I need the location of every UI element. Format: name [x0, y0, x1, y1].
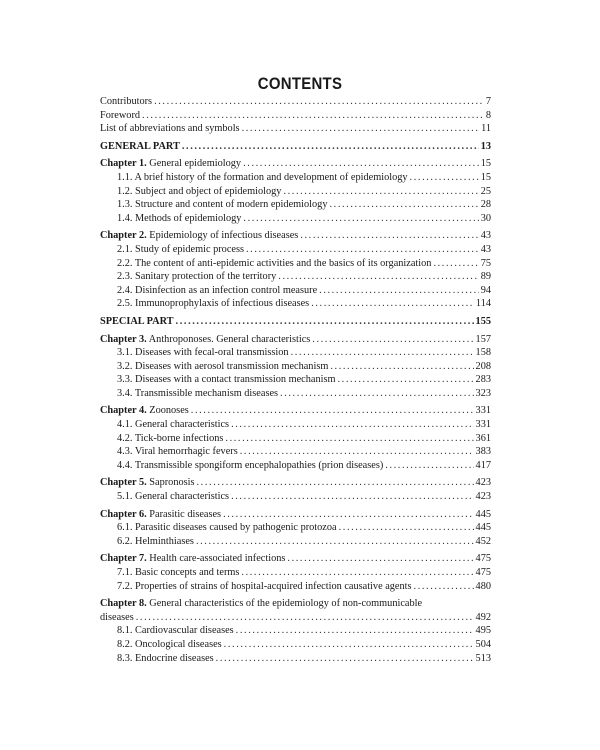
entry-title: GENERAL PART — [100, 140, 180, 152]
entry-title: diseases — [100, 611, 134, 623]
chapter-heading — [100, 333, 491, 347]
dot-leader — [329, 198, 478, 212]
dot-leader — [176, 315, 474, 329]
dot-leader — [224, 638, 474, 652]
dot-leader — [231, 490, 473, 504]
page-number: 89 — [480, 271, 491, 283]
page-number: 25 — [480, 185, 491, 197]
entry-title: 1.3. Structure and content of modern epidemiology — [117, 199, 328, 211]
dot-leader — [287, 552, 473, 566]
toc-group — [100, 597, 491, 665]
dot-leader — [243, 157, 479, 171]
page-number: 158 — [475, 347, 491, 359]
page-number: 417 — [475, 459, 491, 471]
entry-title: 2.5. Immunoprophylaxis of infectious diseases — [117, 298, 310, 310]
page-number: 208 — [475, 360, 491, 372]
entry-title: 2.1. Study of epidemic process — [117, 243, 244, 255]
page-number: 30 — [480, 212, 491, 224]
section-entry — [100, 270, 491, 284]
chapter-heading — [100, 404, 491, 418]
entry-title: 1.4. Methods of epidemiology — [117, 212, 242, 224]
page-number: 331 — [475, 405, 491, 417]
section-entry — [100, 432, 491, 446]
section-entry — [100, 284, 491, 298]
dot-leader — [278, 270, 478, 284]
chapter-label: Chapter 7. — [100, 553, 147, 565]
dot-leader — [311, 297, 474, 311]
chapter-label: Chapter 5. — [100, 477, 147, 489]
chapter-label: Chapter 6. — [100, 508, 147, 520]
entry-title: 4.1. General characteristics — [117, 419, 230, 431]
page-number: 43 — [480, 243, 491, 255]
chapter-title: Parasitic diseases — [149, 508, 222, 520]
dot-leader — [136, 611, 474, 625]
dot-leader — [216, 652, 474, 666]
entry-title — [100, 476, 195, 490]
section-entry — [100, 490, 491, 504]
page-number: 114 — [475, 298, 491, 310]
entry-title: 2.2. The content of anti-epidemic activities and the basics of its organization — [117, 257, 432, 269]
entry-title: 3.3. Diseases with a contact transmission mechanism — [117, 374, 336, 386]
dot-leader — [191, 404, 474, 418]
chapter-heading-continued — [100, 611, 491, 625]
page-number: 283 — [475, 374, 491, 386]
page-number: 513 — [475, 652, 491, 664]
entry-title — [100, 333, 310, 347]
page-number: 475 — [475, 567, 491, 578]
section-entry — [100, 185, 491, 199]
section-entry — [100, 243, 491, 257]
toc-group — [100, 95, 491, 136]
page-number: 495 — [475, 625, 491, 637]
page-number: 423 — [475, 491, 491, 503]
page-number: 383 — [475, 446, 491, 458]
section-entry — [100, 373, 491, 387]
page-number: 331 — [475, 419, 491, 431]
page-number: 323 — [475, 387, 491, 399]
dot-leader — [414, 580, 474, 594]
entry-title: 8.2. Oncological diseases — [117, 638, 222, 650]
entry-title: 4.3. Viral hemorrhagic fevers — [117, 446, 238, 458]
dot-leader — [330, 360, 473, 374]
chapter-title: Epidemiology of infectious diseases — [149, 230, 299, 242]
section-entry — [100, 360, 491, 374]
entry-title: 6.1. Parasitic diseases caused by pathogenic protozoa — [117, 522, 337, 534]
entry-title: List of abbreviations and symbols — [100, 123, 240, 135]
chapter-label: Chapter 4. — [100, 405, 147, 417]
entry-title: SPECIAL PART — [100, 315, 174, 327]
dot-leader — [196, 535, 474, 549]
toc-group — [100, 552, 491, 593]
entry-title: 8.3. Endocrine diseases — [117, 652, 214, 664]
chapter-title: Zoonoses — [149, 405, 189, 417]
dot-leader — [225, 432, 473, 446]
dot-leader — [197, 476, 474, 490]
section-entry — [100, 521, 491, 535]
entry-title — [100, 404, 189, 418]
page-number: 11 — [481, 123, 491, 135]
toc-group — [100, 333, 491, 401]
chapter-heading — [100, 552, 491, 566]
section-entry — [100, 171, 491, 185]
chapter-heading — [100, 508, 491, 522]
entry-title: 2.4. Disinfection as an infection control measure — [117, 284, 318, 296]
toc-group — [100, 140, 491, 154]
entry-title: 3.4. Transmissible mechanism diseases — [117, 387, 279, 399]
chapter-title: General characteristics of the epidemiology of non-communicable — [149, 598, 423, 610]
chapter-label: Chapter 1. — [100, 158, 147, 170]
dot-leader — [433, 257, 478, 271]
toc-group — [100, 315, 491, 329]
page-number: 423 — [475, 477, 491, 489]
section-entry — [100, 566, 491, 580]
entry-title: Contributors — [100, 96, 153, 107]
page-number: 452 — [475, 535, 491, 547]
dot-leader — [291, 346, 474, 360]
entry-title: Foreword — [100, 109, 141, 121]
section-entry — [100, 212, 491, 226]
toc-group — [100, 404, 491, 472]
chapter-title: Health care-associated infections — [149, 553, 286, 565]
entry-title: 7.2. Properties of strains of hospital-acquired infection causative agents — [117, 580, 412, 592]
dot-leader — [319, 284, 479, 298]
page-number: 13 — [480, 140, 491, 152]
toc-group — [100, 476, 491, 503]
dot-leader — [223, 508, 473, 522]
section-entry — [100, 387, 491, 401]
toc-entry — [100, 109, 491, 123]
entry-title — [100, 229, 298, 243]
chapter-label: Chapter 3. — [100, 333, 147, 345]
dot-leader — [154, 95, 484, 109]
section-entry — [100, 346, 491, 360]
chapter-heading — [100, 229, 491, 243]
part-heading — [100, 140, 491, 154]
entry-title: 3.2. Diseases with aerosol transmission mechanism — [117, 360, 329, 372]
dot-leader — [280, 387, 474, 401]
dot-leader — [182, 140, 479, 154]
dot-leader — [231, 418, 473, 432]
entry-title — [100, 508, 221, 522]
chapter-heading — [100, 157, 491, 171]
section-entry — [100, 198, 491, 212]
page-title: CONTENTS — [257, 74, 343, 93]
toc-entry — [100, 95, 491, 109]
entry-title: 1.2. Subject and object of epidemiology — [117, 185, 282, 197]
dot-leader — [410, 171, 479, 185]
page-number: 361 — [475, 432, 491, 444]
entry-title: 4.2. Tick-borne infections — [117, 432, 224, 444]
chapter-title: Sapronosis — [149, 477, 195, 489]
page-number: 480 — [475, 580, 491, 592]
toc-group — [100, 508, 491, 549]
entry-title: 4.4. Transmissible spongiform encephalopathies (prion diseases) — [117, 459, 384, 471]
toc-group — [100, 229, 491, 311]
toc-group — [100, 157, 491, 225]
part-heading — [100, 315, 491, 329]
dot-leader — [339, 521, 474, 535]
page-number: 445 — [475, 508, 491, 520]
section-entry — [100, 652, 491, 666]
entry-title: 5.1. General characteristics — [117, 491, 230, 503]
page-number: 492 — [475, 611, 491, 623]
table-of-contents — [100, 95, 491, 669]
dot-leader — [243, 212, 478, 226]
page-number: 7 — [485, 96, 491, 107]
entry-title: 3.1. Diseases with fecal-oral transmission — [117, 347, 289, 359]
page-number: 15 — [480, 158, 491, 170]
dot-leader — [236, 624, 474, 638]
page-number: 504 — [475, 638, 491, 650]
chapter-title: Anthroponoses. General characteristics — [148, 333, 311, 345]
page-number: 475 — [475, 553, 491, 565]
entry-title: 6.2. Helminthiases — [117, 535, 194, 547]
dot-leader — [246, 243, 479, 257]
dot-leader — [337, 373, 473, 387]
entry-title: 1.1. A brief history of the formation and development of epidemiology — [117, 171, 408, 183]
page-number: 157 — [475, 333, 491, 345]
section-entry — [100, 257, 491, 271]
chapter-heading — [100, 476, 491, 490]
section-entry — [100, 624, 491, 638]
dot-leader — [283, 185, 478, 199]
entry-title — [100, 597, 422, 611]
entry-title — [100, 552, 285, 566]
section-entry — [100, 418, 491, 432]
page-number: 155 — [475, 315, 491, 327]
chapter-label: Chapter 8. — [100, 598, 147, 610]
section-entry — [100, 459, 491, 473]
page-number: 28 — [480, 199, 491, 211]
dot-leader — [241, 566, 473, 580]
dot-leader — [385, 459, 473, 473]
entry-title: 7.1. Basic concepts and terms — [117, 567, 240, 578]
entry-title: 2.3. Sanitary protection of the territory — [117, 271, 277, 283]
dot-leader — [300, 229, 478, 243]
section-entry — [100, 445, 491, 459]
section-entry — [100, 535, 491, 549]
page-number: 75 — [480, 257, 491, 269]
entry-title: 8.1. Cardiovascular diseases — [117, 625, 234, 637]
chapter-title: General epidemiology — [149, 158, 242, 170]
dot-leader — [142, 109, 484, 123]
page-number: 445 — [475, 522, 491, 534]
page-number: 15 — [480, 171, 491, 183]
chapter-label: Chapter 2. — [100, 230, 147, 242]
toc-entry — [100, 122, 491, 136]
chapter-heading — [100, 597, 491, 611]
section-entry — [100, 580, 491, 594]
page-number: 8 — [485, 109, 491, 121]
page-number: 94 — [480, 284, 491, 296]
dot-leader — [240, 445, 474, 459]
section-entry — [100, 638, 491, 652]
page-number: 43 — [480, 230, 491, 242]
dot-leader — [242, 122, 480, 136]
entry-title — [100, 157, 241, 171]
section-entry — [100, 297, 491, 311]
dot-leader — [312, 333, 473, 347]
